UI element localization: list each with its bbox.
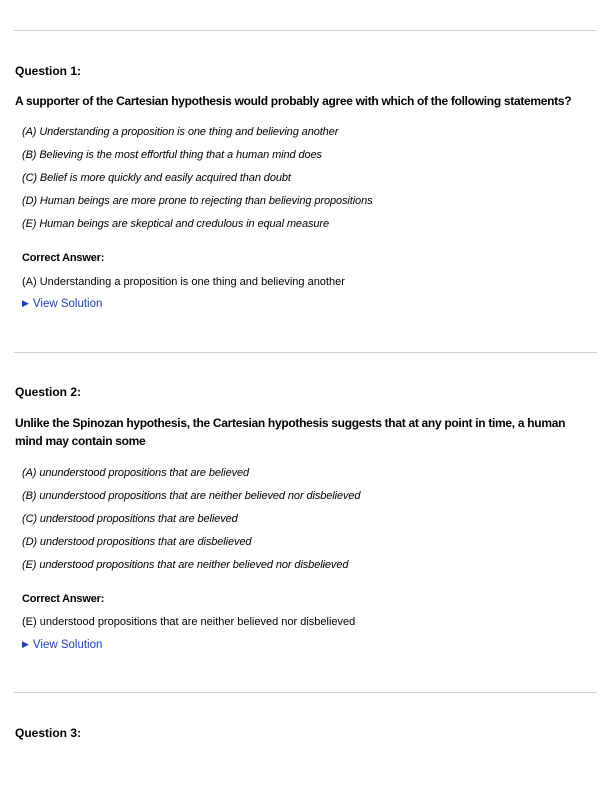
option-e: (E) Human beings are skeptical and credulous in equal measure (22, 218, 329, 230)
triangle-right-icon: ▶ (22, 298, 29, 308)
divider (14, 30, 597, 31)
divider (14, 352, 597, 353)
option-b: (B) ununderstood propositions that are neither believed nor disbelieved (22, 490, 361, 502)
option-a: (A) ununderstood propositions that are believed (22, 467, 250, 479)
option-b: (B) Believing is the most effortful thing that a human mind does (22, 149, 322, 161)
divider (14, 692, 597, 693)
question-2-title: Question 2: (15, 385, 82, 399)
question-1-text: A supporter of the Cartesian hypothesis would probably agree with which of the following statements? (15, 94, 572, 108)
view-solution-label: View Solution (32, 639, 103, 651)
question-2-options (22, 466, 360, 581)
question-2-text: Unlike the Spinozan hypothesis, the Cartesian hypothesis suggests that at any point in time, a human mind may contain some (15, 416, 566, 448)
correct-answer-label: Correct Answer: (22, 252, 105, 264)
option-e: (E) understood propositions that are neither believed nor disbelieved (22, 559, 349, 571)
question-1-options (22, 125, 373, 240)
option-c: (C) understood propositions that are believed (22, 513, 238, 525)
view-solution-label: View Solution (32, 298, 103, 310)
view-solution-link[interactable] (22, 297, 102, 311)
correct-answer-text: (E) understood propositions that are neither believed nor disbelieved (22, 616, 356, 628)
option-a: (A) Understanding a proposition is one thing and believing another (22, 126, 339, 138)
option-d: (D) Human beings are more prone to rejecting than believing propositions (22, 195, 373, 207)
view-solution-link[interactable] (22, 638, 102, 652)
option-d: (D) understood propositions that are disbelieved (22, 536, 252, 548)
option-c: (C) Belief is more quickly and easily acquired than doubt (22, 172, 291, 184)
question-1-title: Question 1: (15, 64, 82, 78)
correct-answer-label: Correct Answer: (22, 593, 105, 605)
triangle-right-icon: ▶ (22, 639, 29, 649)
correct-answer-text: (A) Understanding a proposition is one thing and believing another (22, 276, 345, 288)
question-3-title: Question 3: (15, 726, 82, 740)
